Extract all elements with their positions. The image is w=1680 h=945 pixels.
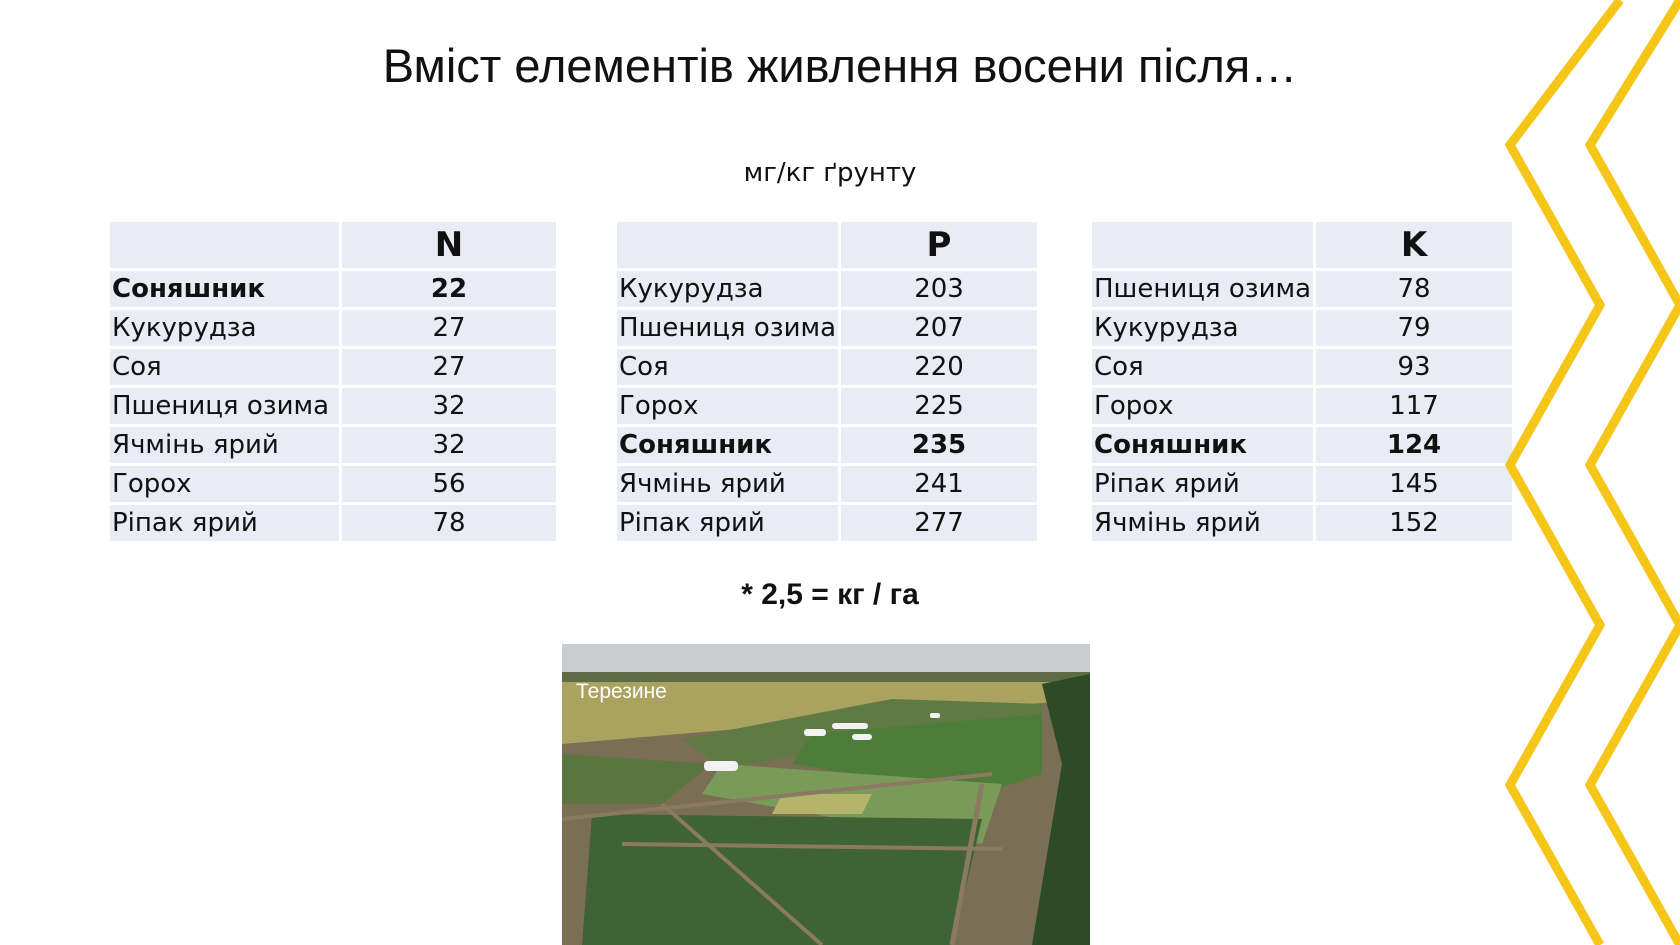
conversion-formula: * 2,5 = кг / га bbox=[741, 578, 919, 611]
value-cell: 152 bbox=[1316, 505, 1512, 541]
table-row bbox=[1092, 388, 1512, 424]
table-row bbox=[1092, 466, 1512, 502]
nitrogen-table bbox=[107, 219, 559, 544]
value-cell: 79 bbox=[1316, 310, 1512, 346]
crop-cell: Горох bbox=[1092, 388, 1313, 424]
slide-title bbox=[0, 38, 1680, 93]
value-cell: 207 bbox=[841, 310, 1037, 346]
value-cell: 27 bbox=[342, 349, 556, 385]
table-row bbox=[110, 349, 556, 385]
value-cell: 203 bbox=[841, 271, 1037, 307]
nutrient-header: N bbox=[342, 222, 556, 268]
crop-cell: Ріпак ярий bbox=[1092, 466, 1313, 502]
header-empty-cell bbox=[1092, 222, 1313, 268]
table-row bbox=[1092, 349, 1512, 385]
field-trial-photo bbox=[562, 644, 1090, 945]
value-cell: 124 bbox=[1316, 427, 1512, 463]
slide-title-text: Вміст елементів живлення восени після… bbox=[382, 39, 1298, 92]
table-row bbox=[617, 271, 1037, 307]
phosphorus-table bbox=[614, 219, 1040, 544]
crop-cell: Ячмінь ярий bbox=[110, 427, 339, 463]
value-cell: 32 bbox=[342, 427, 556, 463]
value-cell: 145 bbox=[1316, 466, 1512, 502]
value-cell: 225 bbox=[841, 388, 1037, 424]
table-header-row bbox=[110, 222, 556, 268]
value-cell: 78 bbox=[342, 505, 556, 541]
value-cell: 56 bbox=[342, 466, 556, 502]
potassium-table bbox=[1089, 219, 1515, 544]
table-row bbox=[110, 271, 556, 307]
crop-cell: Соя bbox=[1092, 349, 1313, 385]
units-label: мг/кг ґрунту bbox=[743, 158, 917, 188]
value-cell: 241 bbox=[841, 466, 1037, 502]
value-cell: 78 bbox=[1316, 271, 1512, 307]
table-row bbox=[617, 427, 1037, 463]
crop-cell: Пшениця озима bbox=[110, 388, 339, 424]
value-cell: 22 bbox=[342, 271, 556, 307]
table-row bbox=[110, 388, 556, 424]
table-row bbox=[110, 466, 556, 502]
value-cell: 32 bbox=[342, 388, 556, 424]
crop-cell: Кукурудза bbox=[1092, 310, 1313, 346]
header-empty-cell bbox=[617, 222, 838, 268]
decorative-zigzag bbox=[1500, 0, 1680, 945]
crop-cell: Соняшник bbox=[1092, 427, 1313, 463]
value-cell: 220 bbox=[841, 349, 1037, 385]
crop-cell: Ячмінь ярий bbox=[617, 466, 838, 502]
value-cell: 93 bbox=[1316, 349, 1512, 385]
crop-cell: Кукурудза bbox=[110, 310, 339, 346]
table-row bbox=[1092, 310, 1512, 346]
crop-cell: Соя bbox=[110, 349, 339, 385]
nutrient-header: P bbox=[841, 222, 1037, 268]
crop-cell: Соняшник bbox=[617, 427, 838, 463]
table-row bbox=[110, 505, 556, 541]
table-header-row bbox=[1092, 222, 1512, 268]
crop-cell: Соя bbox=[617, 349, 838, 385]
crop-cell: Соняшник bbox=[110, 271, 339, 307]
nutrient-header: K bbox=[1316, 222, 1512, 268]
table-row bbox=[617, 388, 1037, 424]
table-row bbox=[110, 427, 556, 463]
table-row bbox=[1092, 505, 1512, 541]
value-cell: 235 bbox=[841, 427, 1037, 463]
table-row bbox=[1092, 271, 1512, 307]
crop-cell: Ячмінь ярий bbox=[1092, 505, 1313, 541]
table-row bbox=[617, 349, 1037, 385]
crop-cell: Горох bbox=[110, 466, 339, 502]
table-row bbox=[1092, 427, 1512, 463]
table-row bbox=[617, 505, 1037, 541]
crop-cell: Ріпак ярий bbox=[110, 505, 339, 541]
table-header-row bbox=[617, 222, 1037, 268]
value-cell: 27 bbox=[342, 310, 556, 346]
table-row bbox=[617, 466, 1037, 502]
header-empty-cell bbox=[110, 222, 339, 268]
value-cell: 117 bbox=[1316, 388, 1512, 424]
crop-cell: Пшениця озима bbox=[617, 310, 838, 346]
photo-caption: Терезине bbox=[576, 680, 667, 703]
value-cell: 277 bbox=[841, 505, 1037, 541]
crop-cell: Горох bbox=[617, 388, 838, 424]
crop-cell: Ріпак ярий bbox=[617, 505, 838, 541]
crop-cell: Пшениця озима bbox=[1092, 271, 1313, 307]
table-row bbox=[110, 310, 556, 346]
table-row bbox=[617, 310, 1037, 346]
crop-cell: Кукурудза bbox=[617, 271, 838, 307]
